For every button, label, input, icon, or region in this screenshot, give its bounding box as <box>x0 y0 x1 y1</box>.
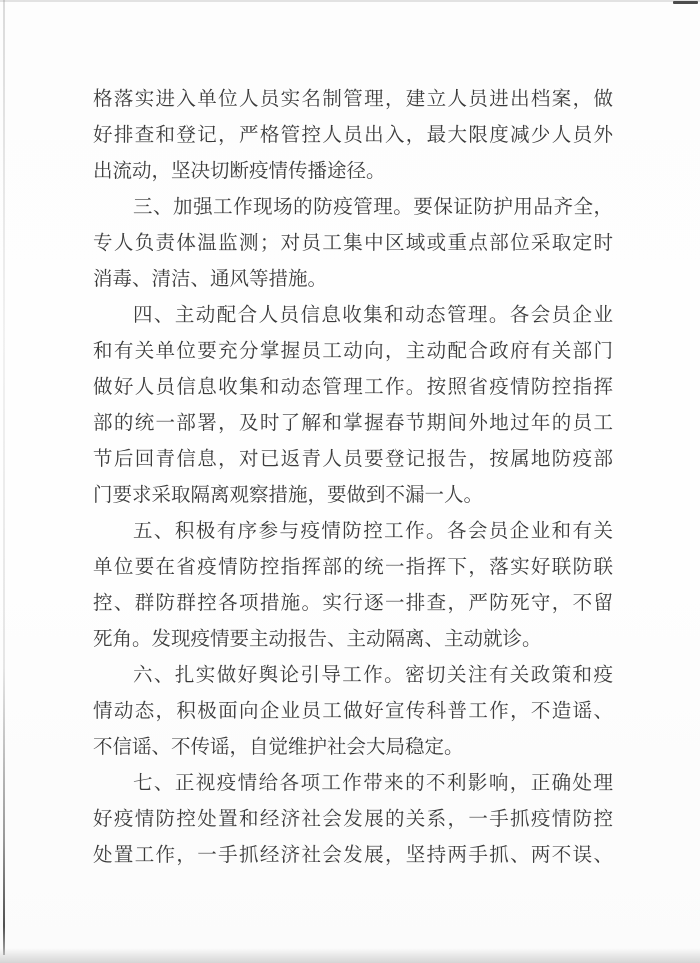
document-line: 好排查和登记，严格管控人员出入，最大限度减少人员外 <box>93 125 613 146</box>
document-paragraph <box>93 514 613 658</box>
document-paragraph <box>93 298 613 514</box>
document-line: 出流动，坚决切断疫情传播途径。 <box>93 161 386 182</box>
document-line: 消毒、清洁、通风等措施。 <box>93 269 328 290</box>
document-line: 五、积极有序参与疫情防控工作。各会员企业和有关 <box>133 521 613 542</box>
document-line: 门要求采取隔离观察措施，要做到不漏一人。 <box>93 485 484 506</box>
scan-corner-mark-artifact <box>673 1 698 4</box>
document-line: 格落实进入单位人员实名制管理，建立人员进出档案，做 <box>93 89 613 110</box>
scan-top-edge-artifact <box>0 0 700 2</box>
document-line: 专人负责体温监测；对员工集中区域或重点部位采取定时 <box>93 233 613 254</box>
document-line: 处置工作，一手抓经济社会发展，坚持两手抓、两不误、 <box>93 845 613 866</box>
document-line: 三、加强工作现场的防疫管理。要保证防护用品齐全， <box>133 197 613 218</box>
document-line: 好疫情防控处置和经济社会发展的关系，一手抓疫情防控 <box>93 809 613 830</box>
document-text <box>93 82 613 874</box>
scan-bottom-shadow-artifact <box>0 948 700 963</box>
document-line: 情动态，积极面向企业员工做好宣传科普工作，不造谣、 <box>93 701 613 722</box>
document-line: 不信谣、不传谣，自觉维护社会大局稳定。 <box>93 737 464 758</box>
document-paragraph <box>93 658 613 766</box>
scan-left-edge-artifact <box>3 0 5 955</box>
document-line: 六、扎实做好舆论引导工作。密切关注有关政策和疫 <box>133 665 613 686</box>
document-line: 单位要在省疫情防控指挥部的统一指挥下，落实好联防联 <box>93 557 613 578</box>
document-line: 七、正视疫情给各项工作带来的不利影响，正确处理 <box>133 773 613 794</box>
document-line: 和有关单位要充分掌握员工动向，主动配合政府有关部门 <box>93 341 613 362</box>
document-paragraph <box>93 82 613 190</box>
document-line: 节后回青信息，对已返青人员要登记报告，按属地防疫部 <box>93 449 613 470</box>
document-paragraph <box>93 766 613 874</box>
document-line: 死角。发现疫情要主动报告、主动隔离、主动就诊。 <box>93 629 542 650</box>
document-line: 四、主动配合人员信息收集和动态管理。各会员企业 <box>133 305 613 326</box>
document-line: 部的统一部署，及时了解和掌握春节期间外地过年的员工 <box>93 413 613 434</box>
document-paragraph <box>93 190 613 298</box>
document-line: 做好人员信息收集和动态管理工作。按照省疫情防控指挥 <box>93 377 613 398</box>
document-line: 控、群防群控各项措施。实行逐一排查，严防死守，不留 <box>93 593 613 614</box>
